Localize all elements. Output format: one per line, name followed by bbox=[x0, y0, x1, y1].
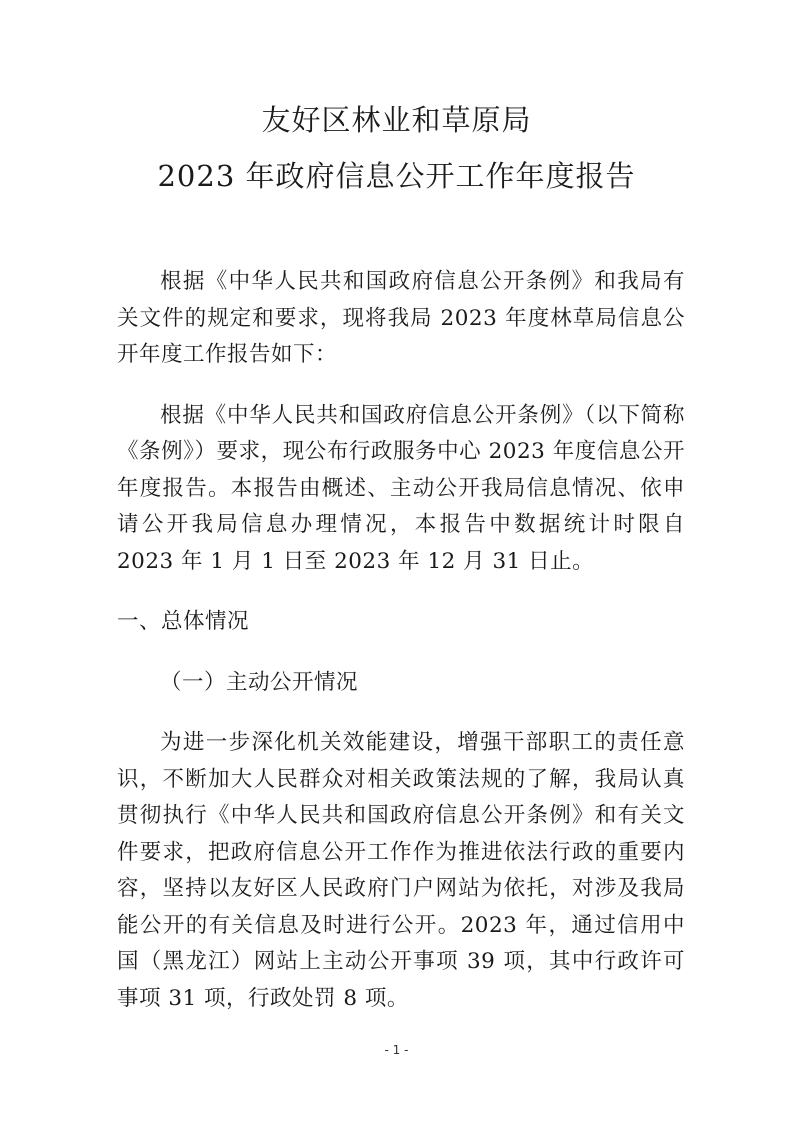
intro-paragraph-2: 根据《中华人民共和国政府信息公开条例》（以下简称《条例》）要求，现公布行政服务中心 2023 年度信息公开年度报告。本报告由概述、主动公开我局信息情况、依申请公开我局信息办理情况，本报告中数据统计时限自 2023 年 1 月 1 日至 2023 年 12 月 31 日止。 bbox=[117, 402, 685, 574]
document-title-line1: 友好区林业和草原局 bbox=[261, 103, 532, 137]
section-paragraph: 为进一步深化机关效能建设，增强干部职工的责任意识，不断加大人民群众对相关政策法规的了解，我局认真贯彻执行《中华人民共和国政府信息公开条例》和有关文件要求，把政府信息公开工作作为推进依法行政的重要内容，坚持以友好区人民政府门户网站为依托，对涉及我局能公开的有关信息及时进行公开。2023 年，通过信用中国（黑龙江）网站上主动公开事项 39 项，其中行政许可事项 31 项，行政处罚 8 项。 bbox=[117, 730, 685, 1011]
section-heading: 一、总体情况 bbox=[117, 609, 250, 634]
intro-paragraph-1: 根据《中华人民共和国政府信息公开条例》和我局有关文件的规定和要求，现将我局 2023 年度林草局信息公开年度工作报告如下： bbox=[117, 269, 685, 367]
document-body bbox=[117, 264, 685, 1041]
document-title-line2: 2023 年政府信息公开工作年度报告 bbox=[157, 159, 636, 193]
page-number: - 1 - bbox=[384, 1043, 409, 1057]
subsection-heading: （一）主动公开情况 bbox=[160, 669, 359, 695]
